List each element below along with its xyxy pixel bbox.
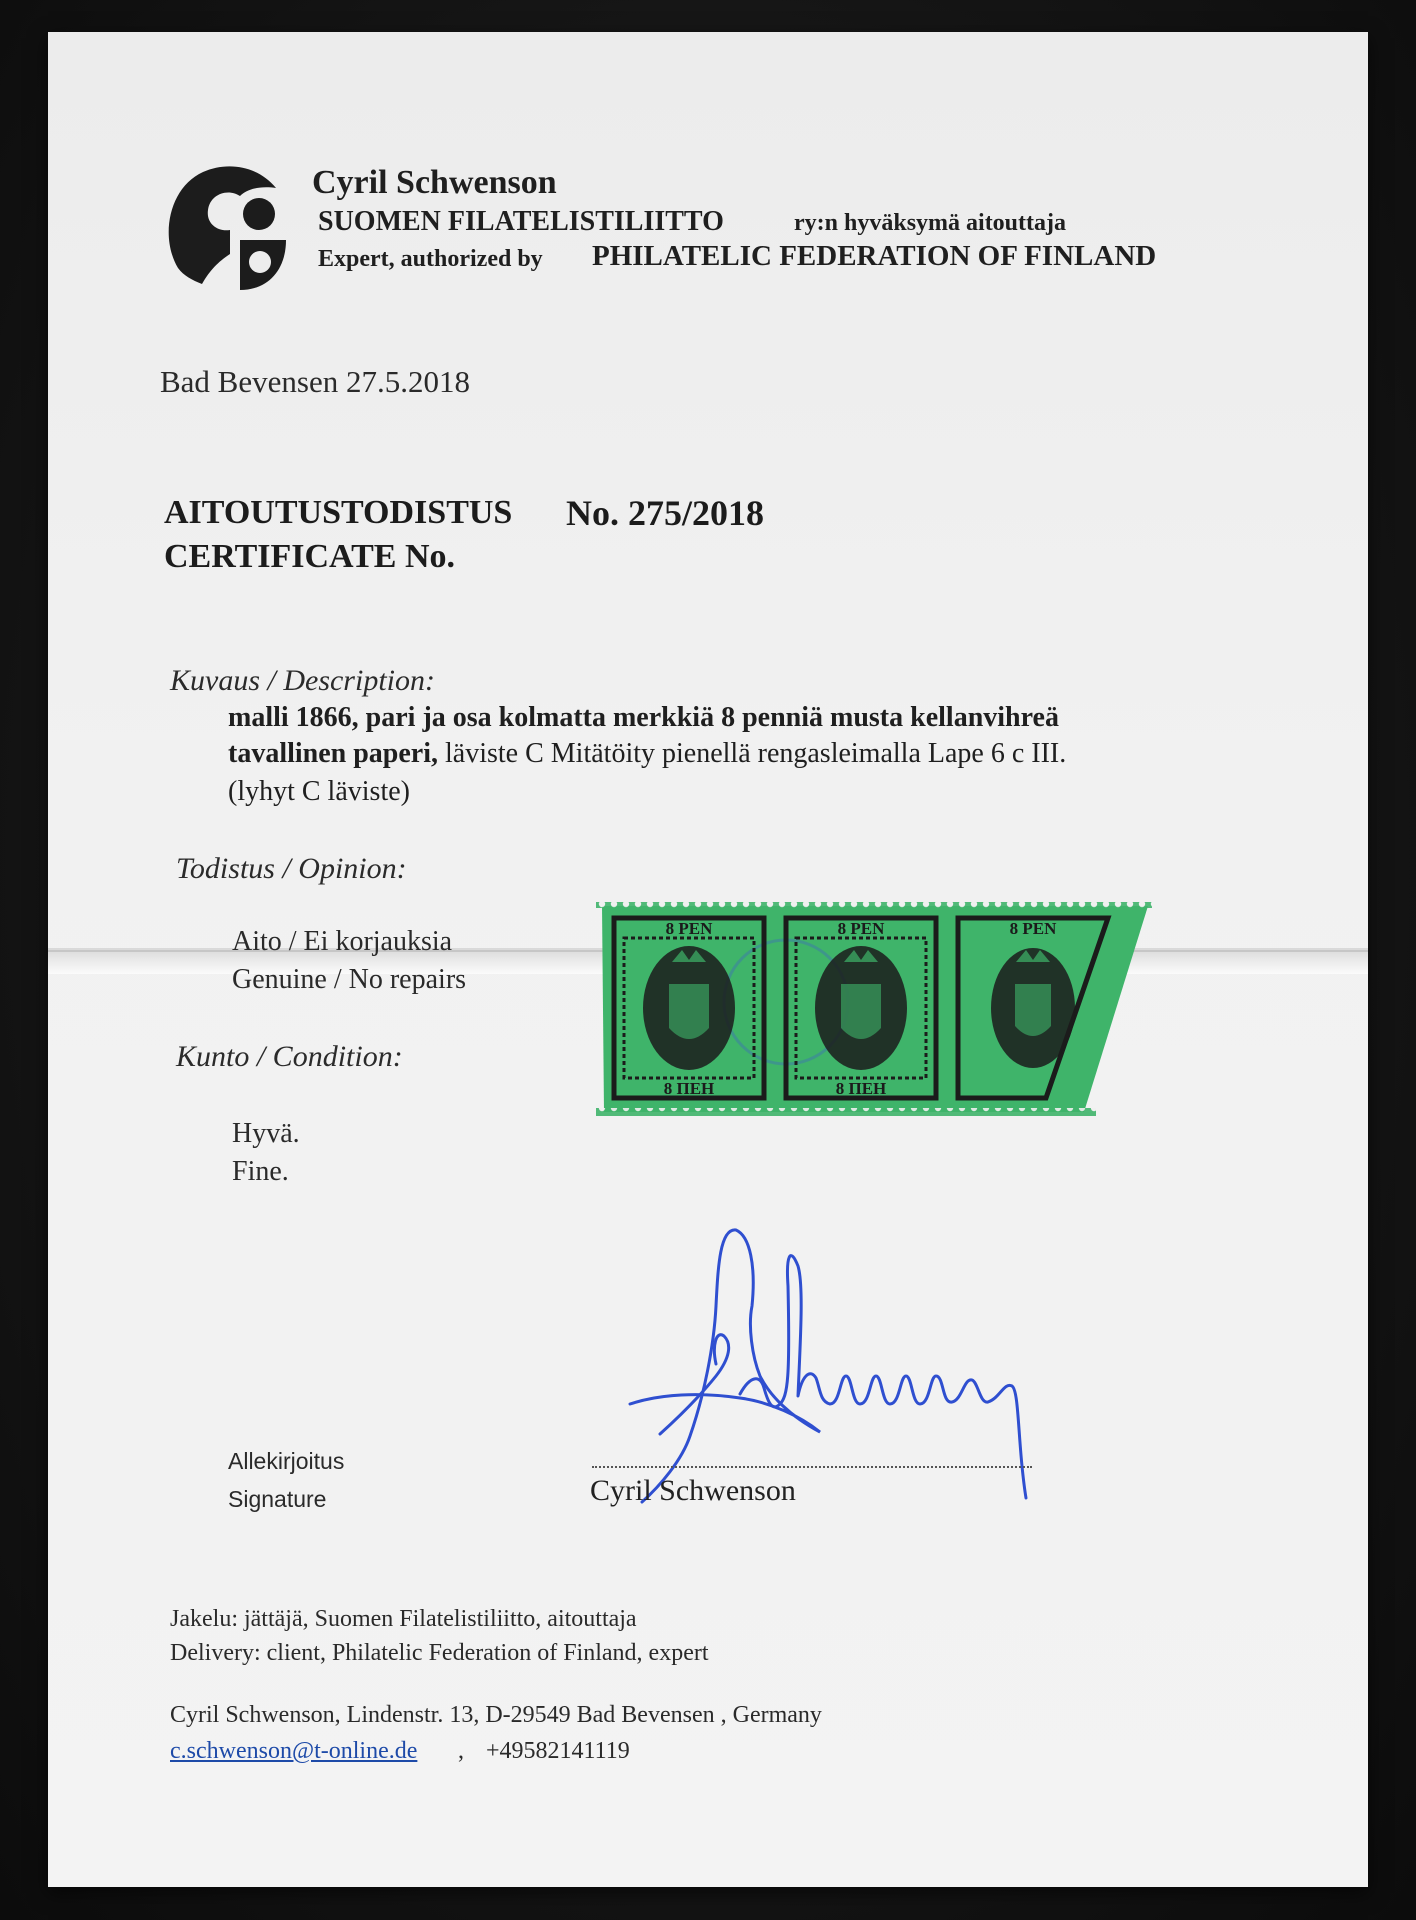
contact-address: Cyril Schwenson, Lindenstr. 13, D-29549 Bad Bevensen , Germany [170,1702,822,1728]
federation-name: PHILATELIC FEDERATION OF FINLAND [592,240,1157,272]
expert-authorized-line: Expert, authorized by [318,246,543,272]
certificate-title-fi: AITOUTUSTODISTUS [164,494,513,531]
stamp-1-bottom-label: 8 ПЕН [663,1079,715,1098]
stamp-2-bottom-label: 8 ПЕН [835,1079,887,1098]
contact-phone: +49582141119 [486,1738,630,1764]
signature-name: Cyril Schwenson [590,1474,796,1507]
opinion-label: Todistus / Opinion: [176,852,407,885]
certificate-number-value: 275/2018 [628,493,765,533]
expert-name: Cyril Schwenson [312,164,557,201]
opinion-en: Genuine / No repairs [232,964,467,995]
opinion-fi: Aito / Ei korjauksia [232,926,453,957]
description-line-3: (lyhyt C läviste) [228,776,410,807]
signature-line [592,1466,1032,1468]
condition-en: Fine. [232,1156,289,1187]
signature-label-en: Signature [228,1486,327,1512]
expert-logo-icon [158,158,300,300]
description-line-2-bold: tavallinen paperi, [228,738,439,769]
delivery-fi: Jakelu: jättäjä, Suomen Filatelistiliitto, aitouttaja [170,1606,637,1632]
delivery-en: Delivery: client, Philatelic Federation of Finland, expert [170,1640,709,1666]
stamp-2-top-label: 8 PEN [837,919,885,938]
organization-name: SUOMEN FILATELISTILIITTO [318,206,724,237]
description-label: Kuvaus / Description: [170,664,435,697]
description-line-2-rest: läviste C Mitätöity pienellä rengasleimalla Lape 6 c III. [438,738,1067,769]
certificate-no-label: No. [566,493,619,533]
stamp-1-top-label: 8 PEN [665,919,713,938]
certificate-title-en: CERTIFICATE No. [164,538,455,575]
description-line-1: malli 1866, pari ja osa kolmatta merkkiä 8 penniä musta kellanvihreä [228,702,1059,733]
condition-label: Kunto / Condition: [176,1040,403,1073]
certificate-number [566,492,764,534]
organization-suffix: ry:n hyväksymä aitouttaja [794,210,1067,236]
stamp-3-top-label: 8 PEN [1009,919,1057,938]
signature-label-fi: Allekirjoitus [228,1448,345,1474]
condition-fi: Hyvä. [232,1118,300,1149]
place-date: Bad Bevensen 27.5.2018 [160,364,470,399]
contact-email-link[interactable]: c.schwenson@t-online.de [170,1738,418,1764]
stamp-strip [596,898,1152,1118]
email-separator: , [458,1738,464,1764]
description-line-2 [228,738,1066,770]
